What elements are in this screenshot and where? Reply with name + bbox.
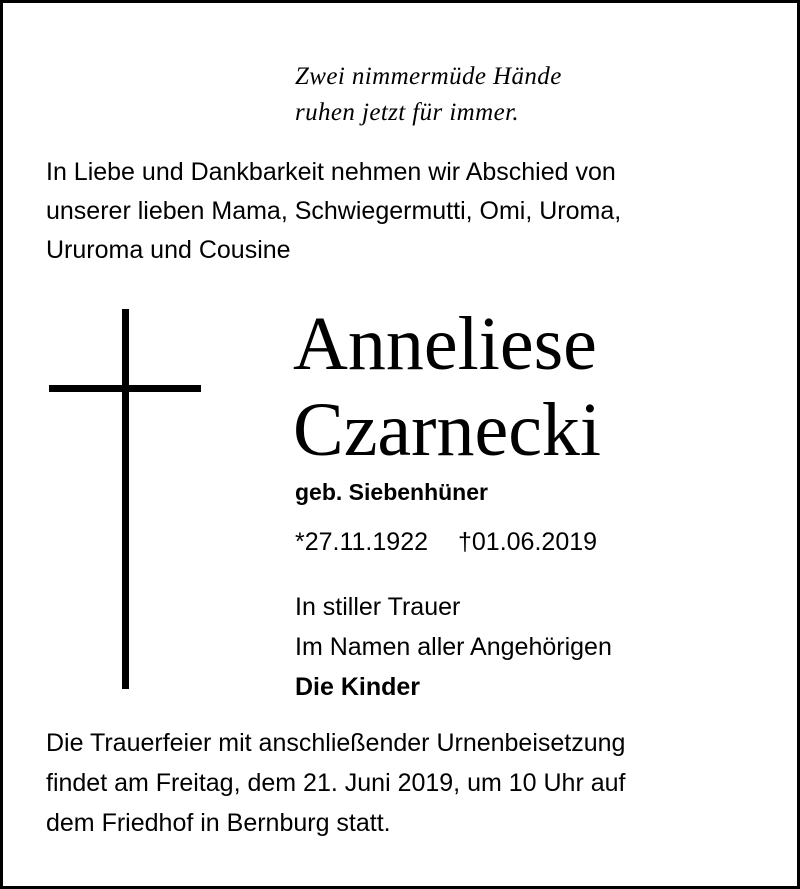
intro-line-1: In Liebe und Dankbarkeit nehmen wir Abschied von bbox=[46, 158, 616, 186]
deceased-name bbox=[293, 301, 601, 473]
service-line-1: Die Trauerfeier mit anschließender Urnenbeisetzung bbox=[46, 729, 626, 757]
death-date: †01.06.2019 bbox=[458, 528, 598, 556]
verse-line-1: Zwei nimmermüde Hände bbox=[295, 63, 562, 90]
service-line-2: findet am Freitag, dem 21. Juni 2019, um 10 Uhr auf bbox=[46, 769, 626, 797]
service-info bbox=[46, 723, 766, 843]
cross-horizontal-bar bbox=[49, 385, 201, 392]
cross-icon bbox=[49, 309, 201, 689]
cross-vertical-bar bbox=[122, 309, 129, 689]
mourners-line-2: Im Namen aller Angehörigen bbox=[295, 633, 612, 661]
deceased-first-name: Anneliese bbox=[293, 302, 597, 386]
maiden-name: geb. Siebenhüner bbox=[295, 479, 488, 505]
deceased-last-name: Czarnecki bbox=[293, 388, 602, 472]
verse-line-2: ruhen jetzt für immer. bbox=[295, 99, 520, 126]
intro-text bbox=[46, 153, 766, 270]
verse bbox=[295, 59, 562, 131]
mourners-block bbox=[295, 587, 612, 707]
intro-line-2: unserer lieben Mama, Schwiegermutti, Omi, Uroma, bbox=[46, 197, 622, 225]
mourners-line-1: In stiller Trauer bbox=[295, 593, 461, 621]
service-line-3: dem Friedhof in Bernburg statt. bbox=[46, 809, 391, 837]
life-dates bbox=[295, 528, 597, 557]
birth-date: *27.11.1922 bbox=[295, 528, 428, 556]
mourners-signature: Die Kinder bbox=[295, 673, 421, 701]
intro-line-3: Ururoma und Cousine bbox=[46, 236, 291, 264]
